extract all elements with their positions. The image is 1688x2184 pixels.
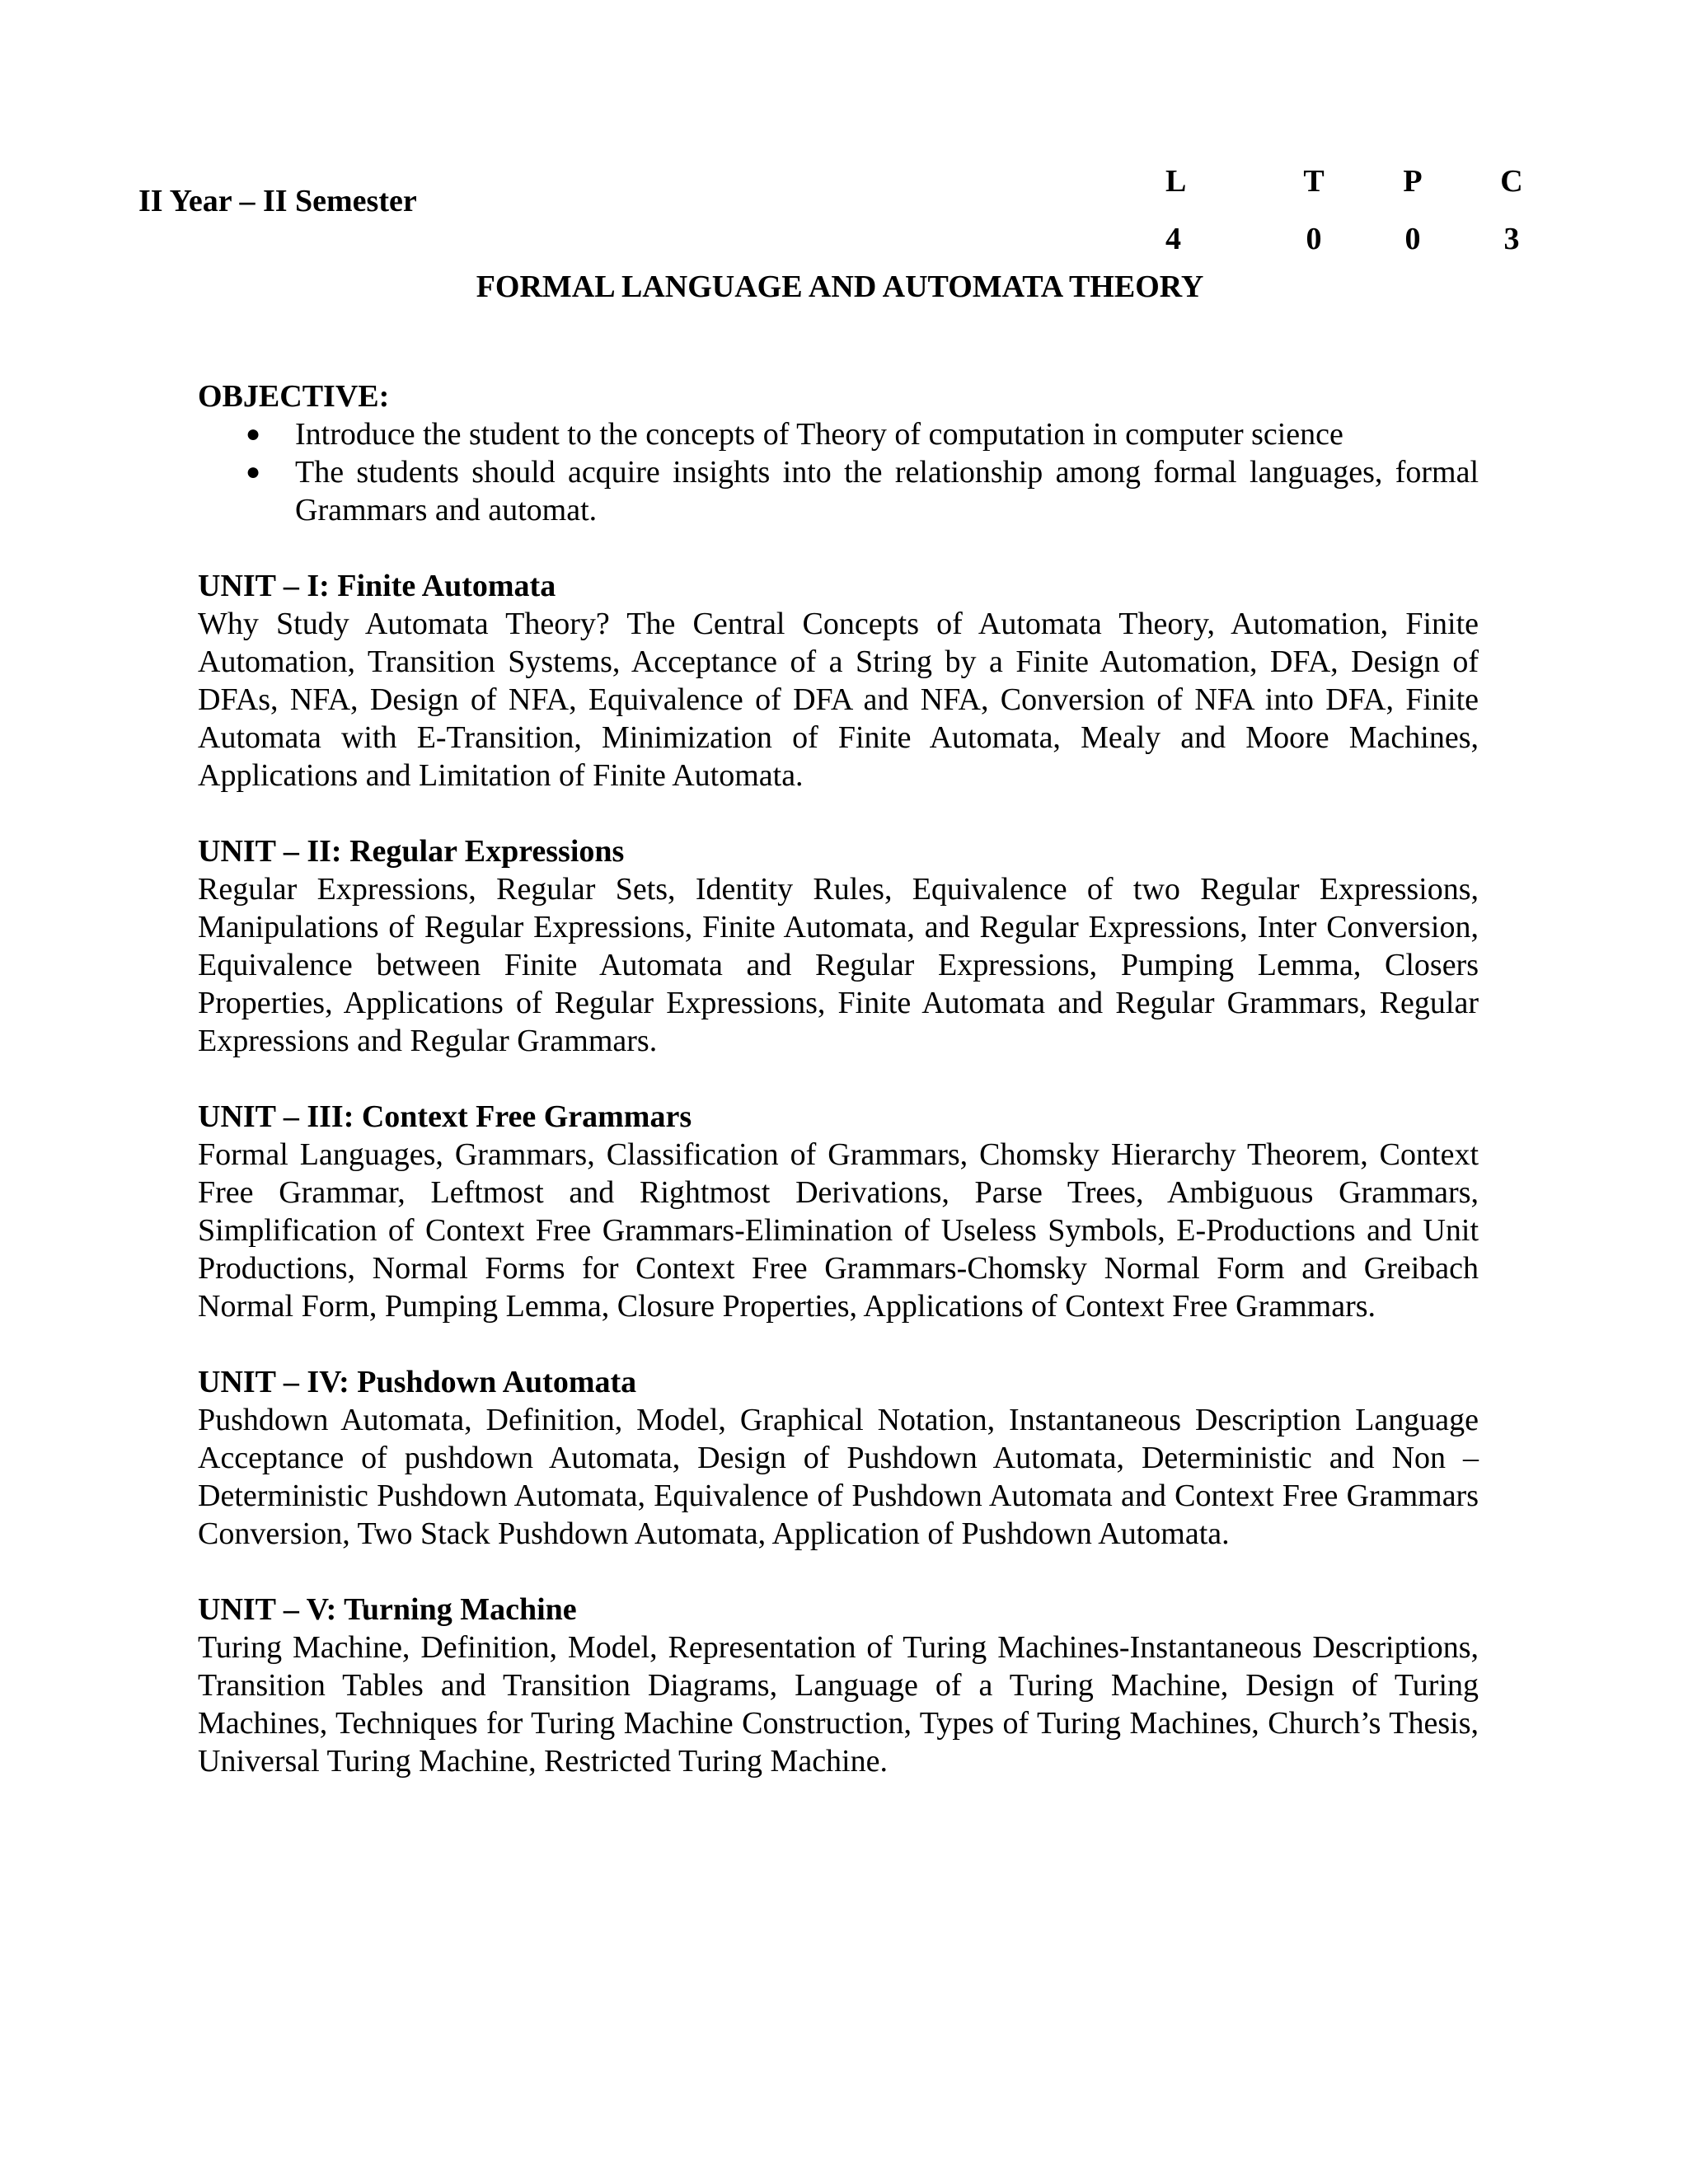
credits-val-c: 3 <box>1503 222 1520 256</box>
semester-label: II Year – II Semester <box>138 184 417 218</box>
unit-1-body: Why Study Automata Theory? The Central Concepts of Automata Theory, Automation, Finite Automation, Transition Systems, Acceptance of a String by a Finite Automation, DFA, Design of DFAs, NFA, Design of NFA, Equivalence of DFA and NFA, Conversion of NFA into DFA, Finite Automata with E-Transition, Minimization of Finite Automata, Mealy and Moore Machines, Applications and Limitation of Finite Automata. <box>198 607 1479 793</box>
course-title-text: FORMAL LANGUAGE AND AUTOMATA THEORY <box>476 269 1204 304</box>
objective-item <box>198 453 1479 529</box>
unit-1-section <box>198 567 1479 794</box>
unit-5-section <box>198 1591 1479 1780</box>
credits-col-p: P <box>1403 164 1423 199</box>
credits-table <box>1154 152 1561 268</box>
credits-val-p: 0 <box>1404 222 1421 256</box>
objective-section <box>198 377 1479 529</box>
credits-header-row <box>1154 152 1561 210</box>
course-title <box>0 269 1688 305</box>
syllabus-content <box>198 377 1479 1780</box>
unit-3-section <box>198 1098 1479 1325</box>
bullet-icon: ● <box>246 420 261 448</box>
unit-4-title: UNIT – IV: Pushdown Automata <box>198 1365 637 1399</box>
credits-col-l: L <box>1165 164 1187 199</box>
objective-item-text: Introduce the student to the concepts of Theory of computation in computer science <box>295 417 1343 452</box>
unit-3-body: Formal Languages, Grammars, Classification of Grammars, Chomsky Hierarchy Theorem, Context Free Grammar, Leftmost and Rightmost Derivations, Parse Trees, Ambiguous Grammars, Simplification of Context Free Grammars-Elimination of Useless Symbols, E-Productions and Unit Productions, Normal Forms for Context Free Grammars-Chomsky Normal Form and Greibach Normal Form, Pumping Lemma, Closure Properties, Applications of Context Free Grammars. <box>198 1137 1479 1324</box>
unit-4-section <box>198 1363 1479 1553</box>
credits-val-l: 4 <box>1165 222 1181 256</box>
unit-4-body: Pushdown Automata, Definition, Model, Graphical Notation, Instantaneous Description Language Acceptance of pushdown Automata, Design of Pushdown Automata, Deterministic and Non – Deterministic Pushdown Automata, Equivalence of Pushdown Automata and Context Free Grammars Conversion, Two Stack Pushdown Automata, Application of Pushdown Automata. <box>198 1403 1479 1551</box>
unit-5-title: UNIT – V: Turning Machine <box>198 1592 577 1627</box>
credits-value-row <box>1154 210 1561 268</box>
bullet-icon: ● <box>246 458 261 485</box>
objective-item <box>198 415 1479 453</box>
unit-3-title: UNIT – III: Context Free Grammars <box>198 1099 692 1134</box>
credits-col-t: T <box>1303 164 1325 199</box>
unit-2-body: Regular Expressions, Regular Sets, Identity Rules, Equivalence of two Regular Expressions, Manipulations of Regular Expressions, Finite Automata, and Regular Expressions, Inter Conversion, Equivalence between Finite Automata and Regular Expressions, Pumping Lemma, Closers Properties, Applications of Regular Expressions, Finite Automata and Regular Grammars, Regular Expressions and Regular Grammars. <box>198 872 1479 1058</box>
objective-list <box>198 415 1479 529</box>
credits-val-t: 0 <box>1306 222 1322 256</box>
objective-item-text: The students should acquire insights into the relationship among formal languages, formal Grammars and automat. <box>295 455 1479 527</box>
unit-5-body: Turing Machine, Definition, Model, Representation of Turing Machines-Instantaneous Descriptions, Transition Tables and Transition Diagrams, Language of a Turing Machine, Design of Turing Machines, Techniques for Turing Machine Construction, Types of Turing Machines, Church’s Thesis, Universal Turing Machine, Restricted Turing Machine. <box>198 1630 1479 1779</box>
objective-heading: OBJECTIVE: <box>198 379 390 414</box>
unit-1-title: UNIT – I: Finite Automata <box>198 569 556 603</box>
unit-2-section <box>198 832 1479 1060</box>
credits-col-c: C <box>1500 164 1523 199</box>
unit-2-title: UNIT – II: Regular Expressions <box>198 834 625 869</box>
